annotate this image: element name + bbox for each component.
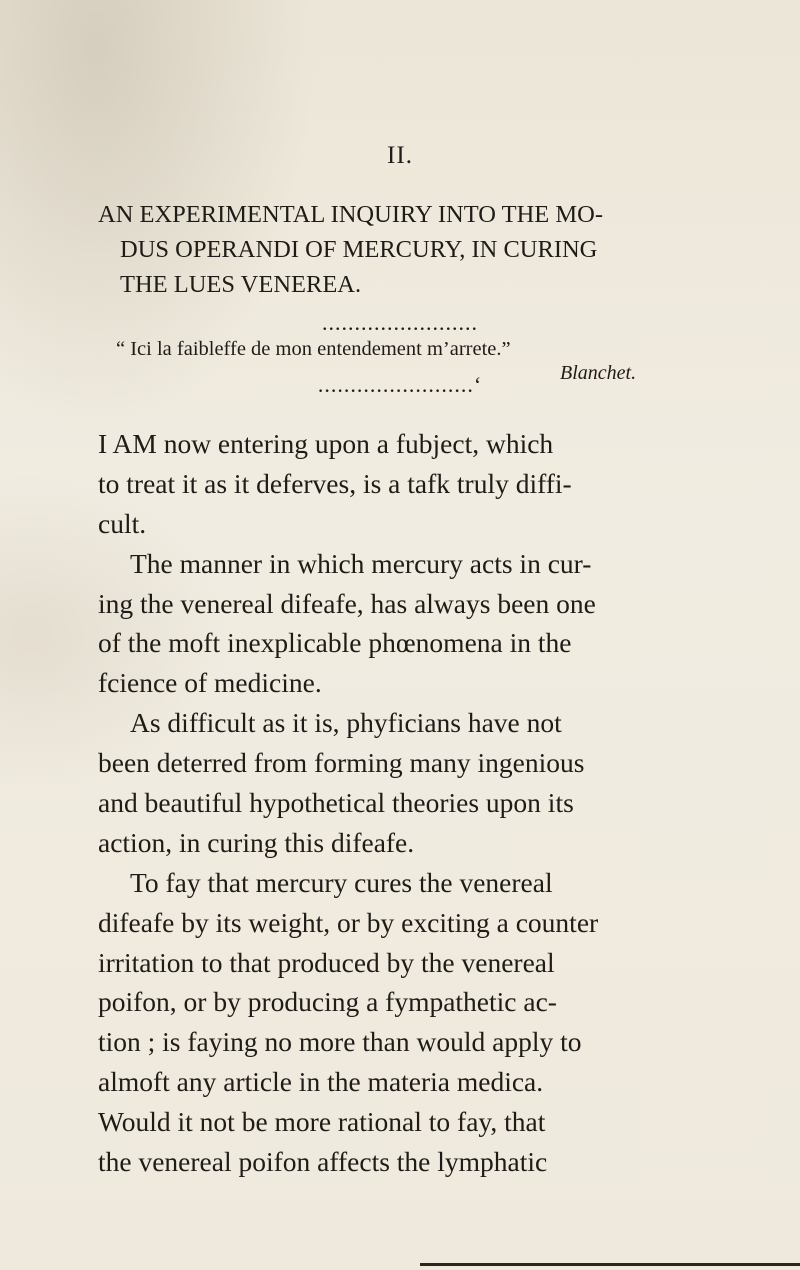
body-line: cult. (98, 507, 147, 539)
body-line: fcience of medicine. (98, 667, 322, 699)
ornamental-dot-rule-top: ........................ (322, 310, 478, 335)
body-line: As difficult as it is, phyficians have not (130, 707, 562, 739)
body-line: of the moft inexplicable phœnomena in the (98, 627, 572, 659)
title-line: THE LUES VENEREA. (120, 271, 362, 298)
epigraph-attribution: Blanchet. (560, 362, 637, 384)
body-line: difeafe by its weight, or by exciting a counter (98, 906, 599, 938)
epigraph-quote: “ Ici la faibleffe de mon entendement m’arrete.” (116, 338, 511, 360)
body-line: To fay that mercury cures the venereal (130, 866, 553, 898)
body-line: poifon, or by producing a fympathetic ac- (98, 986, 557, 1018)
body-line: and beautiful hypothetical theories upon its (98, 787, 574, 819)
body-line: the venereal poifon affects the lymphatic (98, 1146, 548, 1178)
body-line: to treat it as it deferves, is a tafk truly diffi- (98, 467, 572, 499)
page-bottom-edge (420, 1263, 800, 1266)
ornamental-dot-rule-bottom: ........................ʻ (317, 372, 483, 397)
body-line: tion ; is faying no more than would apply to (98, 1026, 582, 1058)
body-line: ing the venereal difeafe, has always been one (98, 587, 596, 619)
body-line: I AM now entering upon a fubject, which (98, 428, 554, 459)
section-number: II. (387, 142, 413, 169)
body-line: almoft any article in the materia medica. (98, 1066, 544, 1098)
body-line: Would it not be more rational to fay, that (98, 1106, 546, 1138)
body-line: The manner in which mercury acts in cur- (130, 547, 592, 579)
body-line: action, in curing this difeafe. (98, 826, 415, 858)
title-line: DUS OPERANDI OF MERCURY, IN CURING (120, 236, 598, 263)
body-text (98, 424, 718, 1182)
title-line: AN EXPERIMENTAL INQUIRY INTO THE MO- (98, 201, 604, 228)
chapter-title (98, 197, 738, 302)
body-line: irritation to that produced by the venereal (98, 946, 555, 978)
body-line: been deterred from forming many ingenious (98, 747, 585, 779)
